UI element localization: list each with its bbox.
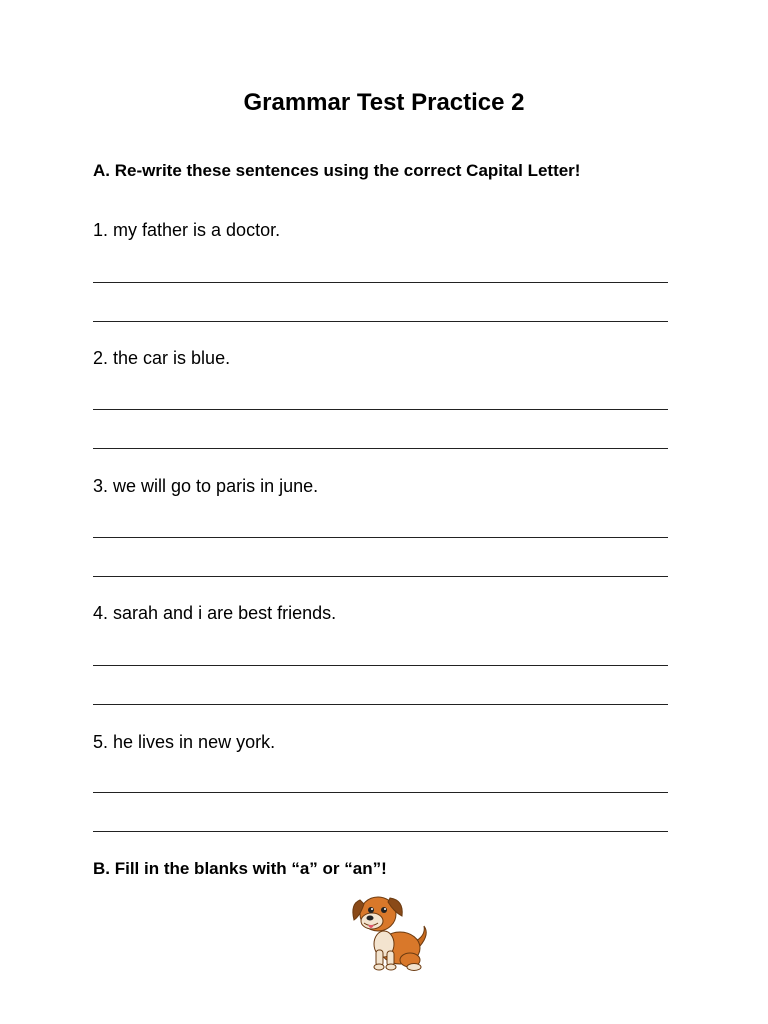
sentence-5: 5. he lives in new york. — [93, 732, 276, 752]
section-b-heading: B. Fill in the blanks with “a” or “an”! — [93, 859, 387, 878]
answer-line-2b[interactable] — [93, 448, 668, 449]
answer-line-3a[interactable] — [93, 537, 668, 538]
sentence-1: 1. my father is a doctor. — [93, 220, 281, 240]
sentence-2: 2. the car is blue. — [93, 348, 231, 368]
page-title: Grammar Test Practice 2 — [243, 89, 525, 116]
answer-line-3b[interactable] — [93, 576, 668, 577]
sentence-4: 4. sarah and i are best friends. — [93, 603, 337, 623]
answer-line-4a[interactable] — [93, 665, 668, 666]
answer-line-1b[interactable] — [93, 321, 668, 322]
answer-line-5b[interactable] — [93, 831, 668, 832]
answer-line-4b[interactable] — [93, 704, 668, 705]
dog-illustration — [346, 890, 432, 972]
sentence-3: 3. we will go to paris in june. — [93, 476, 319, 496]
section-a-heading: A. Re-write these sentences using the correct Capital Letter! — [93, 161, 581, 180]
answer-line-5a[interactable] — [93, 792, 668, 793]
answer-line-1a[interactable] — [93, 282, 668, 283]
answer-line-2a[interactable] — [93, 409, 668, 410]
